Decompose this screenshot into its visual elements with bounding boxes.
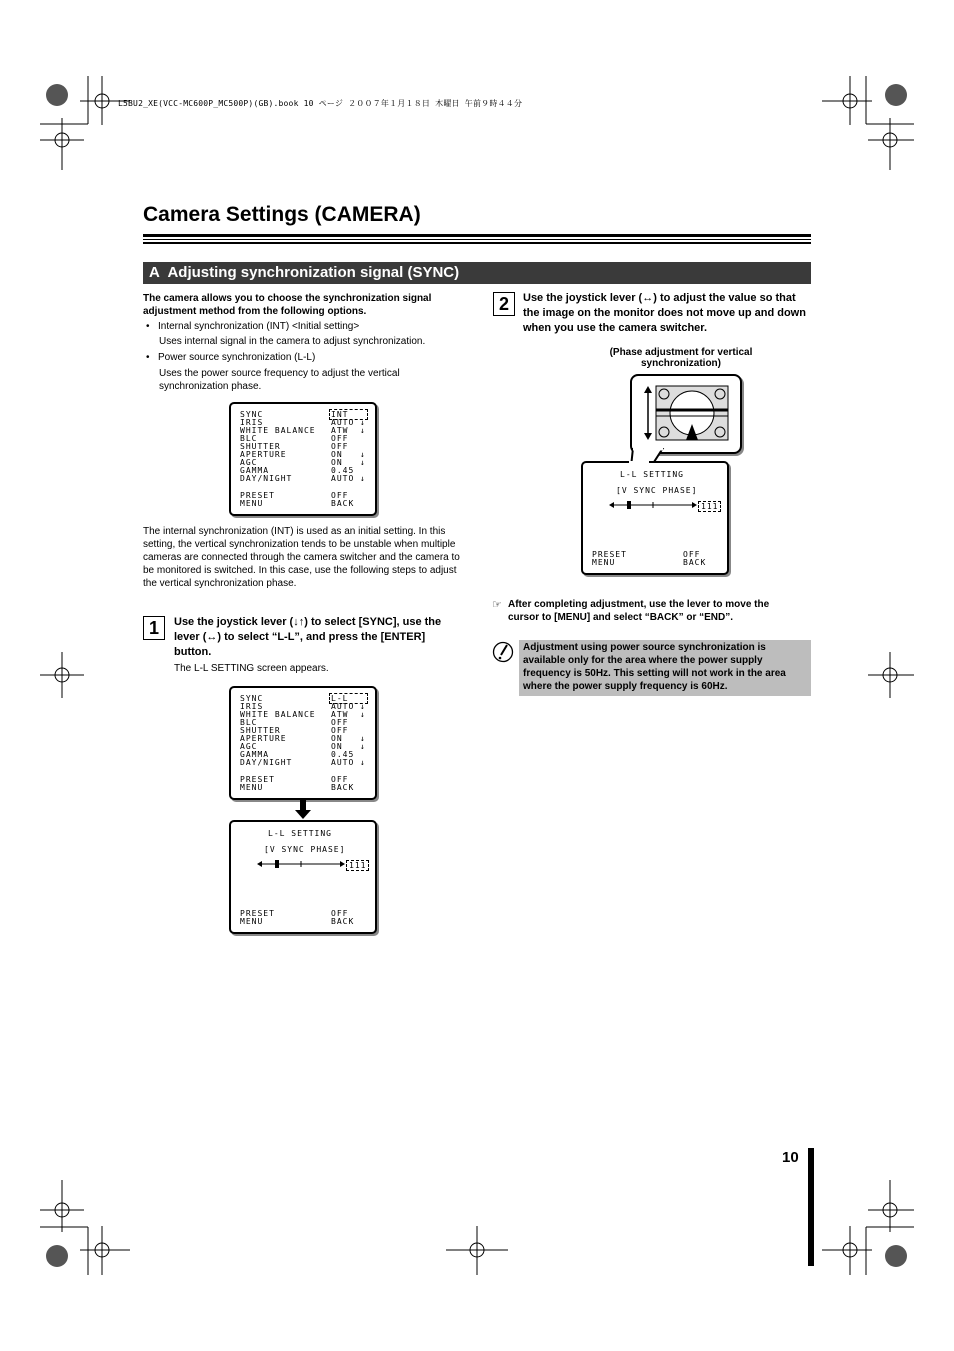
- option-description: Uses internal signal in the camera to adjust synchronization.: [159, 336, 426, 347]
- phase-slider: [609, 499, 697, 511]
- menu-label: PRESET: [240, 775, 275, 784]
- menu-value: ATW: [331, 426, 349, 435]
- title-rule: [143, 234, 811, 237]
- menu-value: BACK: [331, 917, 355, 926]
- title-rule-bottom: [143, 242, 811, 244]
- ll-subtitle: [V SYNC PHASE]: [264, 845, 346, 854]
- menu-value: BACK: [331, 783, 355, 792]
- menu-value: ON: [331, 458, 343, 467]
- menu-arrow: ↓: [360, 458, 366, 467]
- menu-label: MENU: [240, 783, 264, 792]
- menu-label: GAMMA: [240, 750, 270, 759]
- file-header: L5BU2_XE(VCC-MC600P_MC500P)(GB).book 10 ページ ２００７年１月１８日 木曜日 午前９時４４分: [118, 99, 523, 108]
- body-paragraph: The internal synchronization (INT) is used as an initial setting. In this setting, the vertical synchronization tends to be unstable when multiple cameras are connected through the camera switcher and the camera to be monitored is switched. In this case, use the following steps to adjust the vertical synchronization phase.: [143, 526, 460, 589]
- option-item: [146, 351, 315, 364]
- step-result: The L-L SETTING screen appears.: [174, 663, 329, 674]
- arrow-down-icon: [295, 800, 311, 820]
- figure-caption: (Phase adjustment for vertical synchronization): [609, 347, 753, 369]
- menu-row: [240, 784, 370, 792]
- bullet-mark: •: [146, 352, 150, 363]
- caution-icon: [492, 641, 514, 663]
- menu-arrow: ↓: [360, 418, 366, 427]
- hand-pointer-icon: ☞: [492, 599, 502, 611]
- menu-value: BACK: [683, 558, 707, 567]
- menu-row: [240, 759, 370, 767]
- menu-value: OFF: [683, 550, 701, 559]
- intro-text: The camera allows you to choose the synchronization signal adjustment method from the following options.: [143, 293, 432, 317]
- menu-row: [240, 735, 370, 743]
- menu-label: BLC: [240, 718, 258, 727]
- note-box: [519, 640, 811, 696]
- menu-arrow: ↓: [360, 742, 366, 751]
- option-label: Power source synchronization (L-L): [158, 352, 316, 363]
- menu-value: OFF: [331, 434, 349, 443]
- menu-value: AUTO: [331, 474, 355, 483]
- step-instruction: Use the joystick lever (↔) to adjust the value so that the image on the monitor does not move up and down when you use the camera switcher.: [523, 292, 806, 334]
- menu-arrow: ↓: [360, 426, 366, 435]
- menu-row: [240, 451, 370, 459]
- menu-arrow: ↓: [360, 450, 366, 459]
- menu-label: GAMMA: [240, 466, 270, 475]
- menu-label: AGC: [240, 458, 258, 467]
- menu-label: APERTURE: [240, 734, 287, 743]
- menu-label: IRIS: [240, 702, 264, 711]
- menu-arrow: ↓: [360, 758, 366, 767]
- menu-arrow: ↓: [360, 702, 366, 711]
- title-rule-thin: [143, 239, 811, 240]
- menu-label: AGC: [240, 742, 258, 751]
- pointer-joint: [629, 461, 649, 465]
- menu-row: [240, 711, 370, 719]
- section-heading: [143, 262, 811, 284]
- ll-setting-screen: [229, 820, 377, 934]
- page-number: 10: [782, 1149, 799, 1166]
- ll-title: L-L SETTING: [620, 470, 684, 479]
- menu-row: [592, 559, 722, 567]
- option-description: Uses the power source frequency to adjust the vertical synchronization phase.: [159, 368, 400, 392]
- tip-text: After completing adjustment, use the lever to move the cursor to [MENU] and select “BACK” or “END”.: [508, 599, 770, 623]
- menu-value: OFF: [331, 775, 349, 784]
- menu-label: WHITE BALANCE: [240, 426, 316, 435]
- menu-value: AUTO: [331, 702, 355, 711]
- menu-value: INT: [331, 410, 349, 419]
- menu-value: BACK: [331, 499, 355, 508]
- menu-value: OFF: [331, 718, 349, 727]
- menu-value: AUTO: [331, 758, 355, 767]
- menu-value: L-L: [331, 694, 349, 703]
- menu-label: MENU: [240, 499, 264, 508]
- menu-label: SHUTTER: [240, 442, 281, 451]
- menu-label: SHUTTER: [240, 726, 281, 735]
- menu-label: PRESET: [592, 550, 627, 559]
- step-number: 2: [493, 292, 515, 316]
- phase-value: 111: [698, 501, 721, 512]
- menu-arrow: ↓: [360, 474, 366, 483]
- ll-setting-screen: [581, 461, 729, 575]
- section-letter: A: [149, 264, 160, 281]
- menu-value: OFF: [331, 442, 349, 451]
- step-number: 1: [143, 616, 165, 640]
- menu-arrow: ↓: [360, 734, 366, 743]
- menu-row: [240, 500, 370, 508]
- menu-value: ON: [331, 742, 343, 751]
- camera-menu-screen: [229, 402, 377, 516]
- menu-value: AUTO: [331, 418, 355, 427]
- camera-menu-screen: [229, 686, 377, 800]
- menu-label: WHITE BALANCE: [240, 710, 316, 719]
- menu-label: SYNC: [240, 694, 264, 703]
- menu-value: OFF: [331, 909, 349, 918]
- phase-slider: [257, 858, 345, 870]
- menu-value: OFF: [331, 726, 349, 735]
- menu-value: 0.45: [331, 466, 355, 475]
- page-edge-bar: [808, 1148, 814, 1266]
- ll-subtitle: [V SYNC PHASE]: [616, 486, 698, 495]
- menu-row: [240, 427, 370, 435]
- menu-label: MENU: [592, 558, 616, 567]
- menu-label: PRESET: [240, 491, 275, 500]
- test-pattern-image: [638, 382, 734, 444]
- note-text: Adjustment using power source synchronization is available only for the area where the power supply frequency is 50Hz. This setting will not work in the area where the power supply frequency is 60Hz.: [523, 642, 786, 692]
- option-label: Internal synchronization (INT) <Initial setting>: [158, 321, 360, 332]
- step-instruction: Use the joystick lever (↓↑) to select [SYNC], use the lever (↔) to select “L-L”, and press the [ENTER] button.: [174, 616, 442, 658]
- bullet-mark: •: [146, 321, 150, 332]
- phase-value: 111: [346, 860, 369, 871]
- menu-label: PRESET: [240, 909, 275, 918]
- menu-label: MENU: [240, 917, 264, 926]
- menu-label: DAY/NIGHT: [240, 758, 293, 767]
- option-item: [146, 320, 359, 333]
- menu-row: [240, 918, 370, 926]
- menu-value: ATW: [331, 710, 349, 719]
- menu-arrow: ↓: [360, 710, 366, 719]
- page-title: Camera Settings (CAMERA): [143, 203, 421, 226]
- menu-label: APERTURE: [240, 450, 287, 459]
- menu-value: 0.45: [331, 750, 355, 759]
- menu-row: [240, 475, 370, 483]
- menu-value: ON: [331, 450, 343, 459]
- menu-value: OFF: [331, 491, 349, 500]
- section-title: Adjusting synchronization signal (SYNC): [167, 264, 460, 281]
- menu-label: DAY/NIGHT: [240, 474, 293, 483]
- menu-value: ON: [331, 734, 343, 743]
- monitor-callout: [630, 374, 742, 454]
- ll-title: L-L SETTING: [268, 829, 332, 838]
- menu-label: IRIS: [240, 418, 264, 427]
- menu-label: BLC: [240, 434, 258, 443]
- menu-label: SYNC: [240, 410, 264, 419]
